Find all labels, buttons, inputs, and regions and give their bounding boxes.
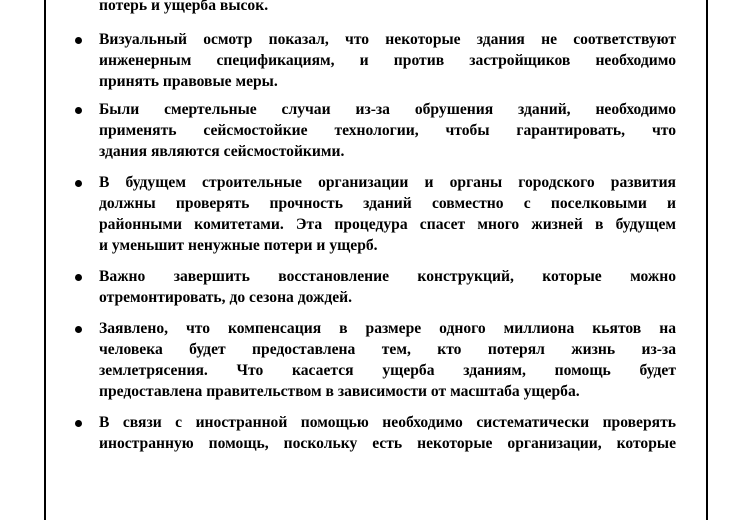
- paragraph-line: должны проверять прочность зданий совместно с поселковыми и: [99, 195, 676, 212]
- bullet-icon: [75, 420, 82, 427]
- bullet-icon: [75, 274, 82, 281]
- paragraph-line: Важно завершить восстановление конструкций, которые можно: [99, 268, 676, 285]
- paragraph-line: землетрясения. Что касается ущерба зданиям, помощь будет: [99, 362, 676, 379]
- paragraph-line: Заявлено, что компенсация в размере одного миллиона кьятов на: [99, 320, 676, 337]
- bullet-icon: [75, 107, 82, 114]
- paragraph-line: иностранную помощь, поскольку есть некоторые организации, которые: [99, 435, 676, 452]
- paragraph-line: здания являются сейсмостойкими.: [99, 143, 345, 160]
- bullet-icon: [75, 180, 82, 187]
- paragraph-line: предоставлена правительством в зависимости от масштаба ущерба.: [99, 383, 580, 400]
- paragraph-line: Визуальный осмотр показал, что некоторые здания не соответствуют: [99, 31, 676, 48]
- bullet-icon: [75, 326, 82, 333]
- paragraph-line: человека будет предоставлена тем, кто потерял жизнь из-за: [99, 341, 676, 358]
- paragraph-line: потерь и ущерба высок.: [99, 0, 269, 14]
- paragraph-line: районными комитетами. Эта процедура спасет много жизней в будущем: [99, 216, 676, 233]
- paragraph-line: Были смертельные случаи из-за обрушения зданий, необходимо: [99, 101, 676, 118]
- paragraph-line: принять правовые меры.: [99, 73, 278, 90]
- paragraph-line: отремонтировать, до сезона дождей.: [99, 289, 353, 306]
- paragraph-line: применять сейсмостойкие технологии, чтобы гарантировать, что: [99, 122, 676, 139]
- paragraph-line: В связи с иностранной помощью необходимо систематически проверять: [99, 414, 676, 431]
- paragraph-line: и уменьшит ненужные потери и ущерб.: [99, 237, 378, 254]
- paragraph-line: В будущем строительные организации и органы городского развития: [99, 174, 676, 191]
- paragraph-line: инженерным спецификациям, и против застройщиков необходимо: [99, 52, 676, 69]
- bullet-icon: [75, 37, 82, 44]
